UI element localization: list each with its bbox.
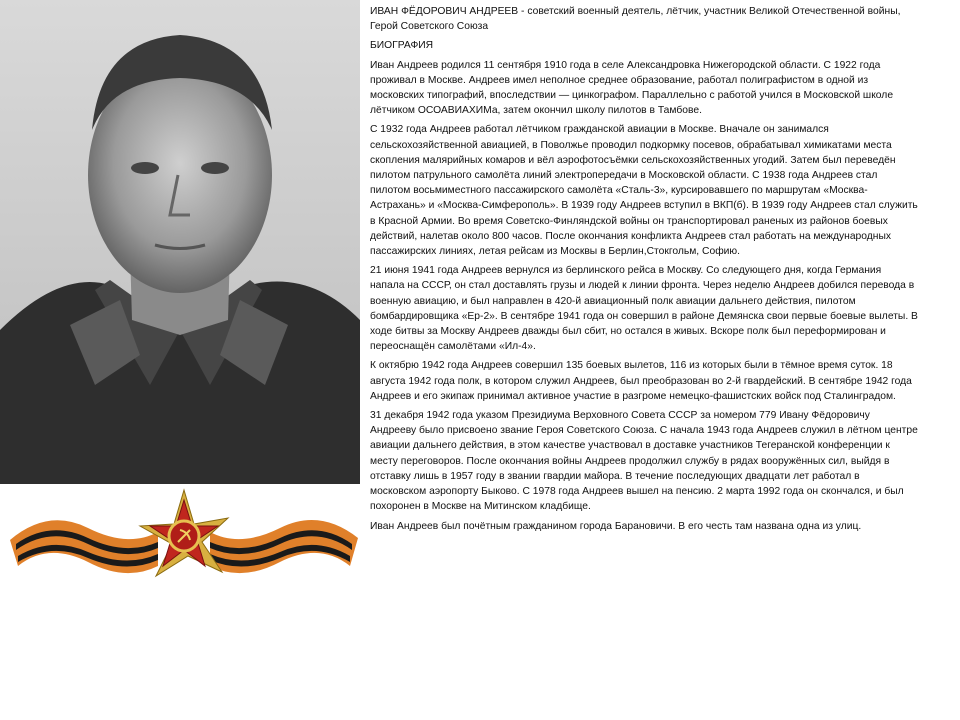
biography-text [370, 4, 918, 538]
hero-name: ИВАН ФЁДОРОВИЧ АНДРЕЕВ [370, 6, 519, 17]
header-line [370, 4, 918, 34]
order-ribbon-emblem [8, 488, 360, 596]
paragraph: Иван Андреев был почётным гражданином города Барановичи. В его честь там названа одна из улиц. [370, 520, 862, 532]
hero-description: - советский военный деятель, лётчик, участник Великой Отечественной войны, Герой Советского Союза [370, 6, 901, 33]
paragraph: 31 декабря 1942 года указом Президиума Верховного Совета СССР за номером 779 Ивану Фёдоровичу Андрееву было присвоено звание Героя Советского Союза. С начала 1943 года Андреев служил в лётном центре авиации дальнего действия, в этом качестве участвовал в доставке участников Тегеранской конференции к месту переговоров. После окончания войны Андреев продолжил службу в рядах вооружённых сил, выйдя в отставку лишь в 1957 году в звании гвардии майора. В течение последующих двадцати лет работал в московском аэропорту Быково. С 1978 года Андреев вышел на пенсию. 2 марта 1992 года он скончался, и был похоронен в Москве на Митинском кладбище. [370, 410, 918, 513]
paragraph: Иван Андреев родился 11 сентября 1910 года в селе Александровка Нижегородской области. С 1922 года проживал в Москве. Андреев имел неполное среднее образование, работал полиграфистом в одной из московских типографий, впоследствии — цинкографом. Параллельно с работой учился в Московской школе лётчиком ОСОАВИАХИМа, затем окончил школу пилотов в Тамбове. [370, 59, 894, 117]
paragraph: 21 июня 1941 года Андреев вернулся из берлинского рейса в Москву. Со следующего дня, когда Германия напала на СССР, он стал доставлять грузы и людей к линии фронта. Через неделю Андреев добился перевода в военную авиацию, и был направлен в 420-й авиационный полк авиации дальнего действия, пилотом бомбардировщика «Ер-2». В сентябре 1941 года он совершил в районе Демянска свои первые боевые вылеты. В ходе битвы за Москву Андреев дважды был сбит, но остался в живых. Вскоре полк был переформирован и переоснащён самолётами «Ил-4». [370, 265, 918, 353]
paragraph: К октябрю 1942 года Андреев совершил 135 боевых вылетов, 116 из которых были в тёмное время суток. 18 августа 1942 года полк, в котором служил Андреев, был преобразован во 2-й гвардейский. В сентябре 1942 года Андреев и его экипаж принимал активное участие в разгроме немецко-фашистских войск под Сталинградом. [370, 360, 912, 402]
paragraph: С 1932 года Андреев работал лётчиком гражданской авиации в Москве. Вначале он занимался сельскохозяйственной авиацией, в Поволжье проводил подкормку посевов, обрабатывал химикатами места скопления малярийных комаров и вёл аэрофотосъёмки сельскохозяйственных угодий. Затем был переведён пилотом патрульного самолёта линий электропередачи в Московской области. С 1938 года Андреев стал пилотом восьмиместного пассажирского самолёта «Сталь-3», курсировавшего по маршрутам «Москва-Астрахань» и «Москва-Симферополь». В 1939 году Андреев вступил в ВКП(б). В 1939 году Андреев стал служить в Красной Армии. Во время Советско-Финляндской войны он транспортировал раненых из районов боевых действий, налетав около 800 часов. После окончания конфликта Андреев стал работать на международных пассажирских линиях, летая рейсам из Москвы в Берлин,Стокгольм, Софию. [370, 124, 918, 258]
portrait-photo [0, 0, 360, 484]
section-title: БИОГРАФИЯ [370, 40, 434, 52]
